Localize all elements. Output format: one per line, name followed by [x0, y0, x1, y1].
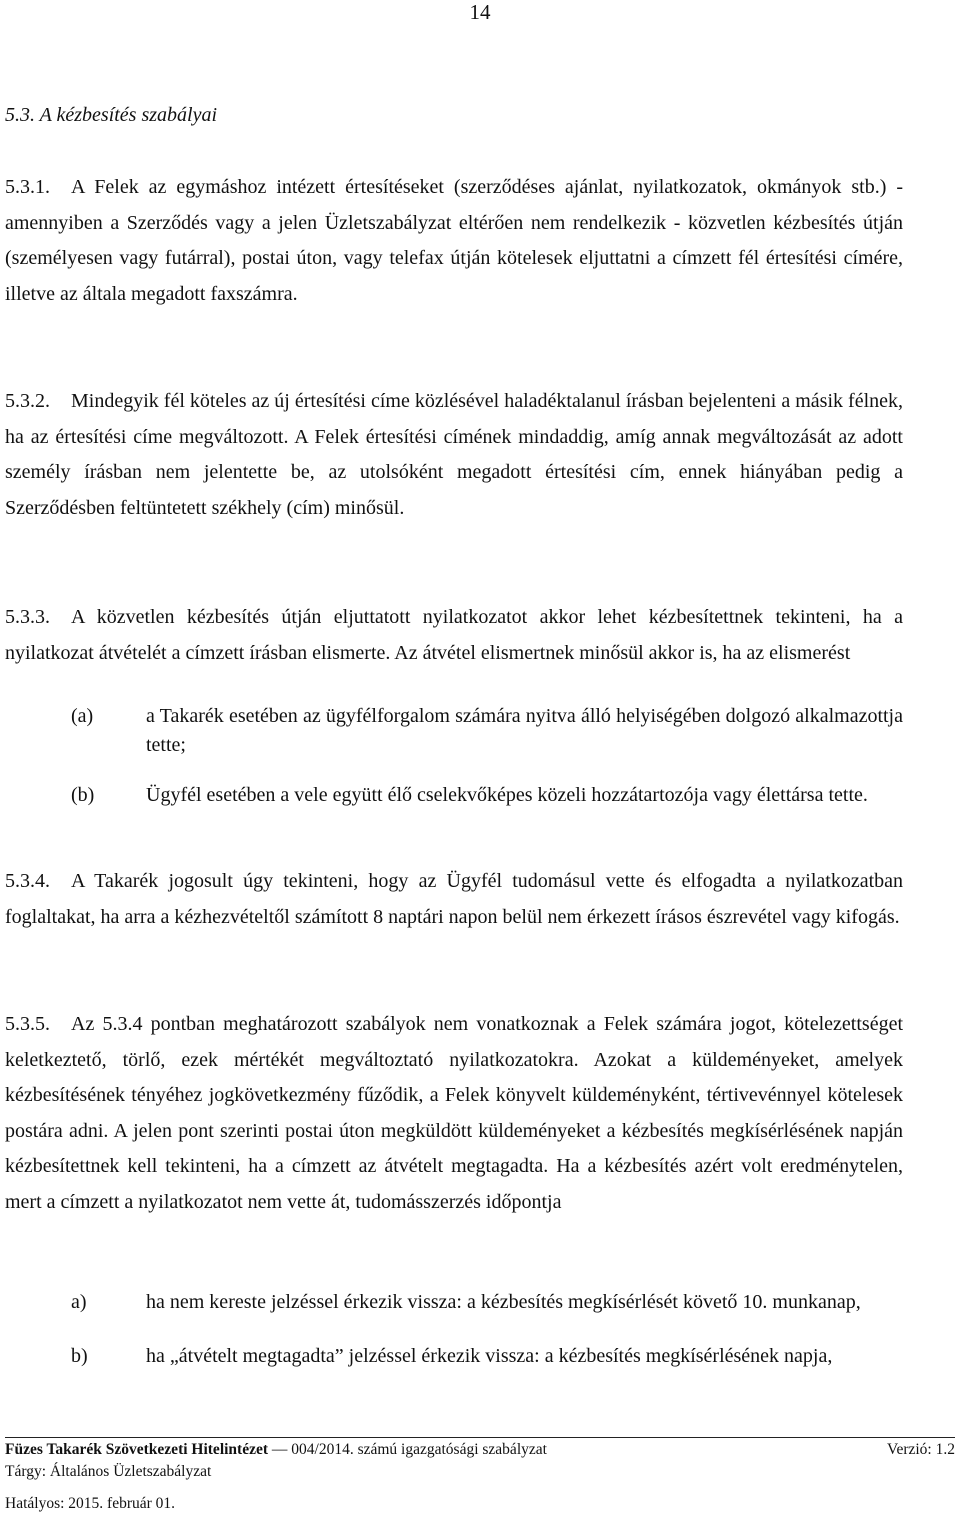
- list-item-text: ha „átvételt megtagadta” jelzéssel érkezik vissza: a kézbesítés megkísérlésének napja,: [146, 1345, 833, 1367]
- list-item-b: [71, 781, 903, 810]
- paragraph-5-3-4: [5, 864, 903, 935]
- paragraph-number: 5.3.5.: [5, 1013, 50, 1035]
- paragraph-text: Az 5.3.4 pontban meghatározott szabályok nem vonatkoznak a Felek számára jogot, kötelezettséget keletkeztető, törlő, ezek mértékét megváltoztató nyilatkozatokra. Azokat a küldeményeket, amelyek kézbesítésének tényéhez jogkövetkezmény fűződik, a Felek könyvelt küldeményként, tértivevénnyel kötelesek postára adni. A jelen pont szerinti postai úton megküldött küldeményeket a kézbesítés megkísérlésének napján kézbesítettnek kell tekinteni, ha a címzett az átvételt megtagadta. Ha a kézbesítés azért volt eredménytelen, mert a címzett a nyilatkozatot nem vette át, tudomásszerzés időpontja: [5, 1013, 903, 1213]
- paragraph-5-3-2: [5, 384, 903, 526]
- list-marker: a): [71, 1291, 87, 1313]
- footer-effective-date: Hatályos: 2015. február 01.: [5, 1495, 176, 1512]
- paragraph-number: 5.3.1.: [5, 176, 50, 198]
- paragraph-text: A Felek az egymáshoz intézett értesítéseket (szerződéses ajánlat, nyilatkozatok, okmányok stb.) - amennyiben a Szerződés vagy a jelen Üzletszabályzat eltérően nem rendelkezik - közvetlen kézbesítés útján (személyesen vagy futárral), postai úton, vagy telefax útján kötelesek eljuttatni a címzett fél értesítési címére, illetve az általa megadott faxszámra.: [5, 176, 903, 305]
- footer-doc-type: számú igazgatósági szabályzat: [357, 1441, 547, 1458]
- list-item-text: a Takarék esetében az ügyfélforgalom számára nyitva álló helyiségében dolgozó alkalmazottja tette;: [146, 705, 903, 756]
- list-marker: b): [71, 1345, 88, 1367]
- section-heading: 5.3. A kézbesítés szabályai: [5, 104, 218, 126]
- paragraph-5-3-5: [5, 1007, 903, 1220]
- footer-institution: Füzes Takarék Szövetkezeti Hitelintézet: [5, 1441, 269, 1458]
- list-item-text: Ügyfél esetében a vele együtt élő cselekvőképes közeli hozzátartozója vagy élettársa tette.: [146, 784, 868, 806]
- footer-subject: Tárgy: Általános Üzletszabályzat: [5, 1463, 212, 1480]
- list-marker: (b): [71, 784, 95, 806]
- footer-version: Verzió: 1.2: [886, 1441, 955, 1458]
- paragraph-number: 5.3.4.: [5, 870, 50, 892]
- list-item-a: [71, 1288, 903, 1317]
- list-marker: (a): [71, 705, 94, 727]
- paragraph-number: 5.3.3.: [5, 606, 50, 628]
- paragraph-number: 5.3.2.: [5, 390, 50, 412]
- footer-divider: [5, 1437, 955, 1438]
- list-item-b: [71, 1342, 903, 1371]
- paragraph-text: A Takarék jogosult úgy tekinteni, hogy az Ügyfél tudomásul vette és elfogadta a nyilatkozatban foglaltakat, ha arra a kézhezvételtől számított 8 naptári napon belül nem érkezett írásos észrevétel vagy kifogás.: [5, 870, 903, 928]
- paragraph-5-3-3: [5, 600, 903, 671]
- footer-doc-number: 004/2014.: [291, 1441, 354, 1458]
- paragraph-text: A közvetlen kézbesítés útján eljuttatott nyilatkozatot akkor lehet kézbesítettnek tekinteni, ha a nyilatkozat átvételét a címzett írásban elismerte. Az átvétel elismertnek minősül akkor is, ha az elismerést: [5, 606, 903, 664]
- page-number: 14: [469, 0, 491, 24]
- list-item-a: [71, 702, 903, 760]
- footer-document-line: Füzes Takarék Szövetkezeti Hitelintézet — 004/2014. számú igazgatósági szabályzat: [5, 1441, 547, 1458]
- paragraph-text: Mindegyik fél köteles az új értesítési címe közlésével haladéktalanul írásban bejelenteni a másik félnek, ha az értesítési címe megváltozott. A Felek értesítési címének mindaddig, amíg annak megváltozását az adott személy írásban nem jelentette be, az utolsóként megadott értesítési cím, ennek hiányában pedig a Szerződésben feltüntetett székhely (cím) minősül.: [5, 390, 903, 519]
- list-item-text: ha nem kereste jelzéssel érkezik vissza: a kézbesítés megkísérlését követő 10. munkanap,: [146, 1291, 861, 1313]
- paragraph-5-3-1: [5, 170, 903, 312]
